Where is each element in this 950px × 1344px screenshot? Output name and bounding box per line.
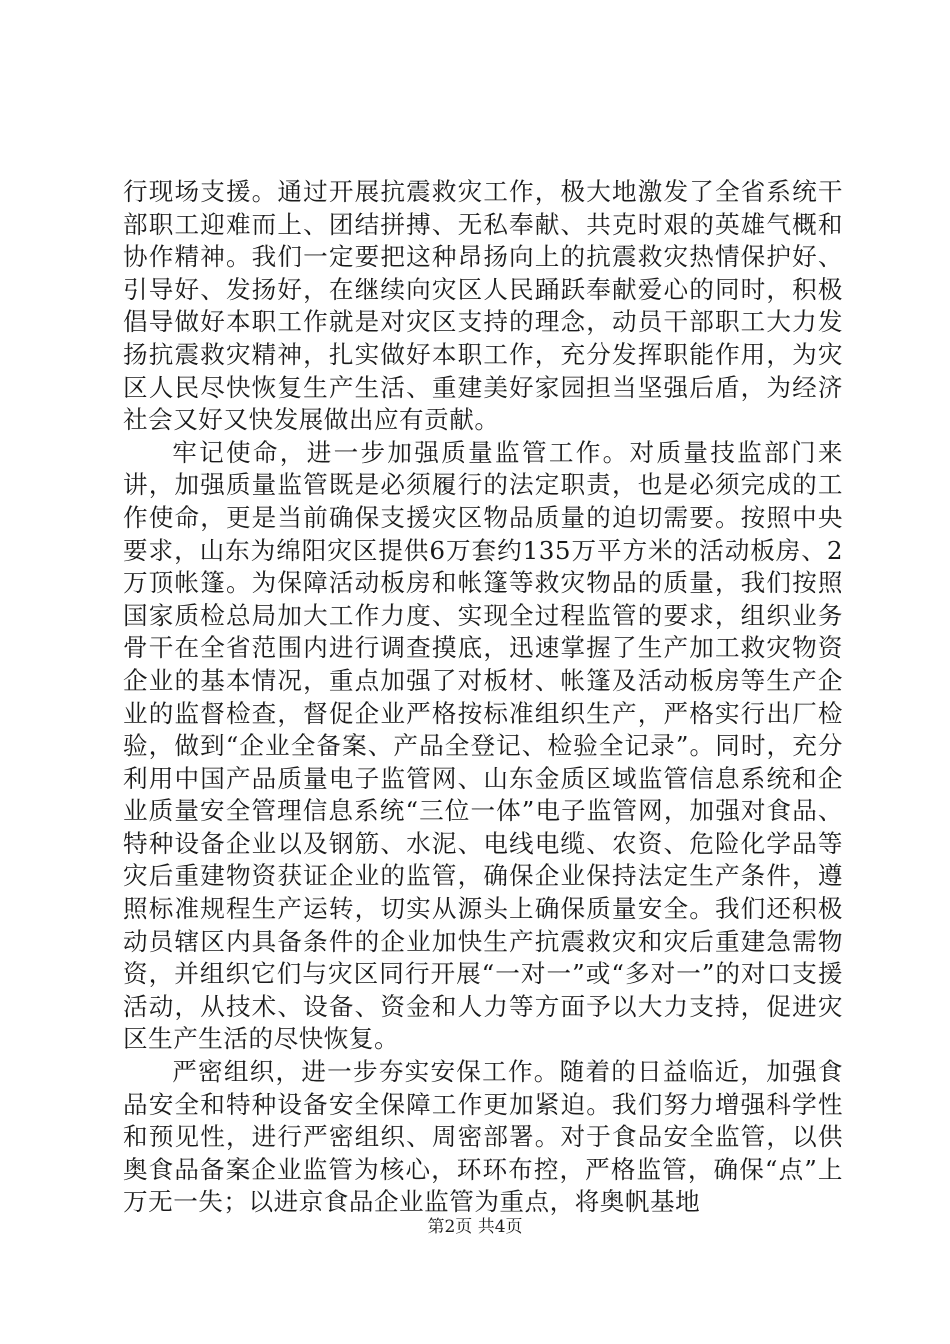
paragraph-quality-supervision: 牢记使命，进一步加强质量监管工作。对质量技监部门来讲，加强质量监管既是必须履行的法定职责，也是必须完成的工作使命，更是当前确保支援灾区物品质量的迫切需要。按照中央要求，山东为绵阳灾区提供6万套约135万平方米的活动板房、2万顶帐篷。为保障活动板房和帐篷等救灾物品的质量，我们按照国家质检总局加大工作力度、实现全过程监管的要求，组织业务骨干在全省范围内进行调查摸底，迅速掌握了生产加工救灾物资企业的基本情况，重点加强了对板材、帐篷及活动板房等生产企业的监督检查，督促企业严格按标准组织生产，严格实行出厂检验，做到“企业全备案、产品全登记、检验全记录”。同时，充分利用中国产品质量电子监管网、山东金质区域监管信息系统和企业质量安全管理信息系统“三位一体”电子监管网，加强对食品、特种设备企业以及钢筋、水泥、电线电缆、农资、危险化学品等灾后重建物资获证企业的监管，确保企业保持法定生产条件，遵照标准规程生产运转，切实从源头上确保质量安全。我们还积极动员辖区内具备条件的企业加快生产抗震救灾和灾后重建急需物资，并组织它们与灾区同行开展“一对一”或“多对一”的对口支援活动，从技术、设备、资金和人力等方面予以大力支持，促进灾区生产生活的尽快恢复。 xyxy=(123,437,843,1054)
page-footer: 第2页 共4页 xyxy=(427,1217,523,1237)
paragraph-security-work: 严密组织，进一步夯实安保工作。随着的日益临近，加强食品安全和特种设备安全保障工作更加紧迫。我们努力增强科学性和预见性，进行严密组织、周密部署。对于食品安全监管，以供奥食品备案企业监管为核心，环环布控，严格监管，确保“点”上万无一失；以进京食品企业监管为重点，将奥帆基地 xyxy=(123,1057,843,1217)
document-body xyxy=(123,176,843,1219)
paragraph-continuation: 行现场支援。通过开展抗震救灾工作，极大地激发了全省系统干部职工迎难而上、团结拼搏、无私奉献、共克时艰的英雄气概和协作精神。我们一定要把这种昂扬向上的抗震救灾热情保护好、引导好、发扬好，在继续向灾区人民踊跃奉献爱心的同时，积极倡导做好本职工作就是对灾区支持的理念，动员干部职工大力发扬抗震救灾精神，扎实做好本职工作，充分发挥职能作用，为灾区人民尽快恢复生产生活、重建美好家园担当坚强后盾，为经济社会又好又快发展做出应有贡献。 xyxy=(123,177,843,435)
